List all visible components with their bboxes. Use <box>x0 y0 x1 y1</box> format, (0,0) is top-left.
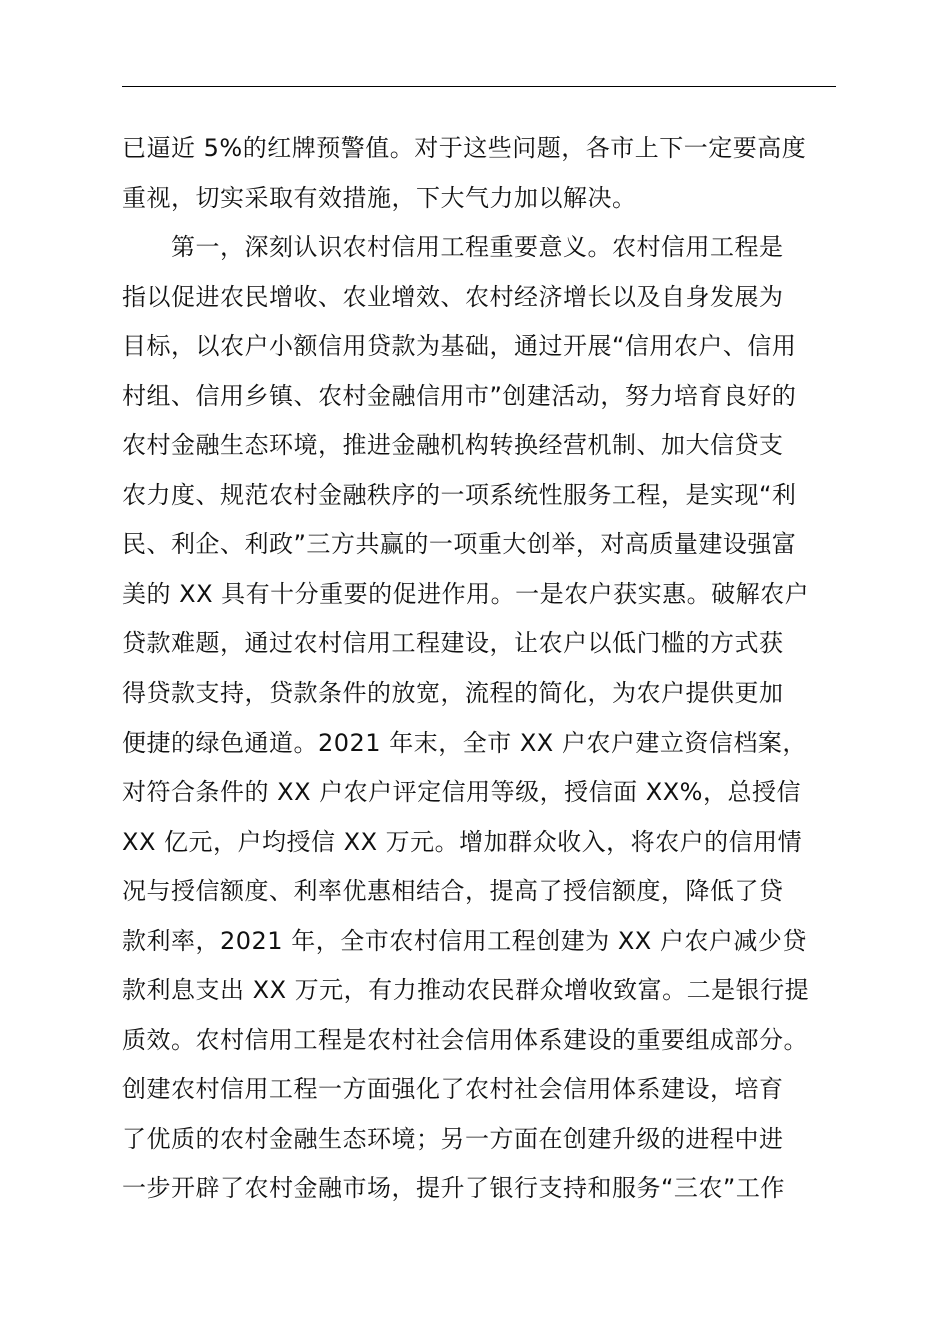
text-line: 一步开辟了农村金融市场，提升了银行支持和服务“三农”工作 <box>122 1174 785 1203</box>
text-line: 质效。农村信用工程是农村社会信用体系建设的重要组成部分。 <box>122 1025 808 1054</box>
text-line: 对符合条件的 XX 户农户评定信用等级，授信面 XX%，总授信 <box>122 778 801 807</box>
text-line: 重视，切实采取有效措施，下大气力加以解决。 <box>122 183 637 212</box>
text-line: 美的 XX 具有十分重要的促进作用。一是农户获实惠。破解农户 <box>122 579 810 608</box>
text-line: 了优质的农村金融生态环境；另一方面在创建升级的进程中进 <box>122 1124 784 1153</box>
text-line: 第一，深刻认识农村信用工程重要意义。农村信用工程是 <box>122 233 784 262</box>
text-line: 指以促进农民增收、农业增效、农村经济增长以及自身发展为 <box>122 282 784 311</box>
text-line: 村组、信用乡镇、农村金融信用市”创建活动，努力培育良好的 <box>122 381 797 410</box>
document-body <box>122 124 850 1214</box>
text-line: 已逼近 5%的红牌预警值。对于这些问题，各市上下一定要高度 <box>122 134 807 162</box>
text-line: 农力度、规范农村金融秩序的一项系统性服务工程，是实现“利 <box>122 480 797 509</box>
text-line: 便捷的绿色通道。2021 年末，全市 XX 户农户建立资信档案， <box>122 728 807 757</box>
text-line: XX 亿元，户均授信 XX 万元。增加群众收入，将农户的信用情 <box>122 827 803 856</box>
text-line: 款利息支出 XX 万元，有力推动农民群众增收致富。二是银行提 <box>122 976 810 1005</box>
text-line: 创建农村信用工程一方面强化了农村社会信用体系建设，培育 <box>122 1075 784 1104</box>
text-line: 况与授信额度、利率优惠相结合，提高了授信额度，降低了贷 <box>122 877 784 906</box>
text-line: 农村金融生态环境，推进金融机构转换经营机制、加大信贷支 <box>122 431 784 460</box>
text-line: 贷款难题，通过农村信用工程建设，让农户以低门槛的方式获 <box>122 629 784 658</box>
text-line: 目标，以农户小额信用贷款为基础，通过开展“信用农户、信用 <box>122 332 797 361</box>
text-line: 款利率，2021 年，全市农村信用工程创建为 XX 户农户减少贷 <box>122 926 807 955</box>
header-rule <box>122 86 836 87</box>
text-line: 得贷款支持，贷款条件的放宽，流程的简化，为农户提供更加 <box>122 679 784 708</box>
text-line: 民、利企、利政”三方共赢的一项重大创举，对高质量建设强富 <box>122 530 797 559</box>
